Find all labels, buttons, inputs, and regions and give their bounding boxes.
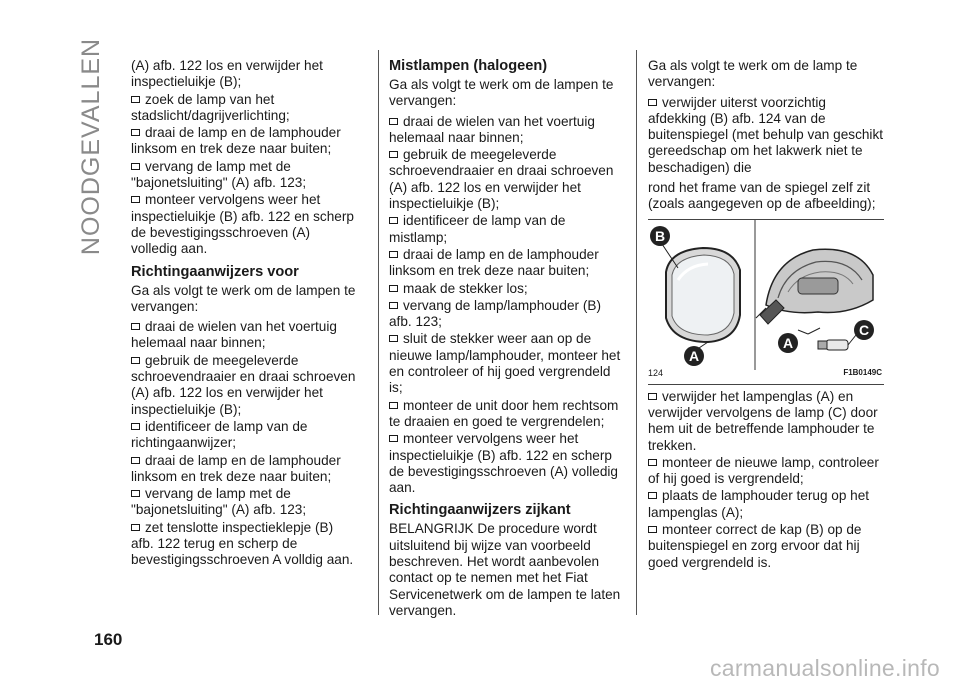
checkbox-bullet-icon bbox=[648, 526, 657, 533]
checkbox-bullet-icon bbox=[389, 402, 398, 409]
list-item: monteer de unit door hem rechtsom te draaien en goed te vergrendelen; bbox=[389, 397, 619, 429]
checkbox-bullet-icon bbox=[131, 163, 140, 170]
list-item: identificeer de lamp van de mistlamp; bbox=[389, 213, 566, 245]
checkbox-bullet-icon bbox=[131, 196, 140, 203]
heading-richtingaanwijzers-zijkant: Richtingaanwijzers zijkant bbox=[389, 502, 571, 519]
list-item: vervang de lamp met de "bajonetsluiting" (A) afb. 123; bbox=[131, 158, 307, 191]
column-2 bbox=[389, 58, 625, 619]
col3-text1: Ga als volgt te werk om de lamp te vervangen: bbox=[648, 58, 858, 90]
checkbox-bullet-icon bbox=[389, 285, 398, 292]
heading-mistlampen: Mistlampen (halogeen) bbox=[389, 58, 548, 74]
list-item: verwijder uiterst voorzichtig afdekking (B) afb. 124 van de buitenspiegel (met behulp van geschikt gereedschap om het lakwerk niet te beschadigen) die bbox=[648, 94, 884, 175]
checkbox-bullet-icon bbox=[648, 459, 657, 466]
list-item: monteer vervolgens weer het inspectieluikje (B) afb. 122 en scherp de bevestigingsschroeven (A) volledig aan. bbox=[389, 431, 618, 496]
checkbox-bullet-icon bbox=[648, 393, 657, 400]
checkbox-bullet-icon bbox=[389, 335, 398, 342]
list-item: draai de wielen van het voertuig helemaal naar binnen; bbox=[131, 319, 337, 351]
col1-intro: (A) afb. 122 los en verwijder het inspectieluikje (B); bbox=[131, 58, 323, 90]
list-item: zoek de lamp van het stadslicht/dagrijverlichting; bbox=[131, 91, 290, 123]
list-item: sluit de stekker weer aan op de nieuwe lamp/lamphouder, monteer het en controleer of hij goed vergrendeld is; bbox=[389, 331, 621, 396]
watermark: carmanualsonline.info bbox=[709, 655, 940, 681]
column-divider-1 bbox=[378, 50, 379, 615]
list-item: vervang de lamp met de "bajonetsluiting" (A) afb. 123; bbox=[131, 486, 307, 518]
figure-code: F1B0149C bbox=[843, 368, 882, 378]
list-item: vervang de lamp/lamphouder (B) afb. 123; bbox=[389, 297, 601, 330]
col2-text1: Ga als volgt te werk om de lampen te vervangen: bbox=[389, 77, 614, 109]
checkbox-bullet-icon bbox=[389, 151, 398, 158]
column-1 bbox=[131, 58, 359, 570]
checkbox-bullet-icon bbox=[389, 118, 398, 125]
checkbox-bullet-icon bbox=[131, 129, 140, 136]
label-b: B bbox=[654, 227, 666, 244]
figure-124 bbox=[648, 219, 884, 385]
checkbox-bullet-icon bbox=[131, 457, 140, 464]
list-item: gebruik de meegeleverde schroevendraaier en draai schroeven (A) afb. 122 los en verwijder het inspectieluikje (B); bbox=[131, 352, 356, 417]
list-item: gebruik de meegeleverde schroevendraaier en draai schroeven (A) afb. 122 los en verwijder het inspectieluikje (B); bbox=[389, 147, 614, 212]
section-title: NOODGEVALLEN bbox=[77, 37, 106, 255]
page-number: 160 bbox=[94, 630, 123, 649]
checkbox-bullet-icon bbox=[131, 323, 140, 330]
col1-text: Ga als volgt te werk om de lampen te vervangen: bbox=[131, 282, 356, 314]
checkbox-bullet-icon bbox=[131, 490, 140, 497]
label-a-left: A bbox=[688, 347, 700, 364]
list-item: draai de lamp en de lamphouder linksom en trek deze naar buiten; bbox=[131, 452, 341, 484]
list-item: draai de lamp en de lamphouder linksom en trek deze naar buiten; bbox=[389, 246, 599, 279]
label-c: C bbox=[858, 321, 870, 338]
col3-text2: rond het frame van de spiegel zelf zit (zoals aangegeven op de afbeelding); bbox=[648, 180, 876, 212]
checkbox-bullet-icon bbox=[389, 217, 398, 224]
column-divider-2 bbox=[636, 50, 637, 615]
column-3 bbox=[648, 58, 884, 572]
list-item: monteer de nieuwe lamp, controleer of hij goed is vergrendeld; bbox=[648, 454, 879, 487]
list-item: draai de wielen van het voertuig helemaal naar binnen; bbox=[389, 113, 595, 145]
list-item: monteer correct de kap (B) op de buitenspiegel en zorg ervoor dat hij goed vergrendeld is. bbox=[648, 522, 862, 570]
col2-text2: BELANGRIJK De procedure wordt uitsluitend bij wijze van voorbeeld beschreven. Het wordt aanbevolen contact op te nemen met het Fiat Servicenetwerk om de lampen te laten vervangen. bbox=[389, 521, 621, 618]
list-item: verwijder het lampenglas (A) en verwijder vervolgens de lamp (C) door hem uit de betreffende lamphouder te trekken. bbox=[648, 388, 878, 453]
checkbox-bullet-icon bbox=[131, 524, 140, 531]
checkbox-bullet-icon bbox=[131, 423, 140, 430]
list-item: maak de stekker los; bbox=[389, 281, 625, 297]
checkbox-bullet-icon bbox=[131, 357, 140, 364]
list-item: monteer vervolgens weer het inspectieluikje (B) afb. 122 en scherp de bevestigingsschroeven (A) volledig aan. bbox=[131, 192, 354, 257]
checkbox-bullet-icon bbox=[389, 251, 398, 258]
list-item: zet tenslotte inspectieklepje (B) afb. 122 terug en scherp de bevestigingsschroeven A volldig aan. bbox=[131, 519, 354, 568]
list-item: identificeer de lamp van de richtingaanwijzer; bbox=[131, 418, 308, 451]
list-item: draai de lamp en de lamphouder linksom en trek deze naar buiten; bbox=[131, 125, 341, 157]
heading-richtingaanwijzers-voor: Richtingaanwijzers voor bbox=[131, 263, 299, 280]
section-side-tab bbox=[77, 37, 106, 255]
checkbox-bullet-icon bbox=[389, 435, 398, 442]
mirror-illustration bbox=[648, 220, 884, 370]
label-a-right: A bbox=[782, 334, 794, 351]
checkbox-bullet-icon bbox=[131, 96, 140, 103]
checkbox-bullet-icon bbox=[648, 99, 657, 106]
figure-number: 124 bbox=[648, 368, 664, 379]
checkbox-bullet-icon bbox=[389, 302, 398, 309]
list-item: plaats de lamphouder terug op het lampenglas (A); bbox=[648, 488, 870, 520]
checkbox-bullet-icon bbox=[648, 492, 657, 499]
